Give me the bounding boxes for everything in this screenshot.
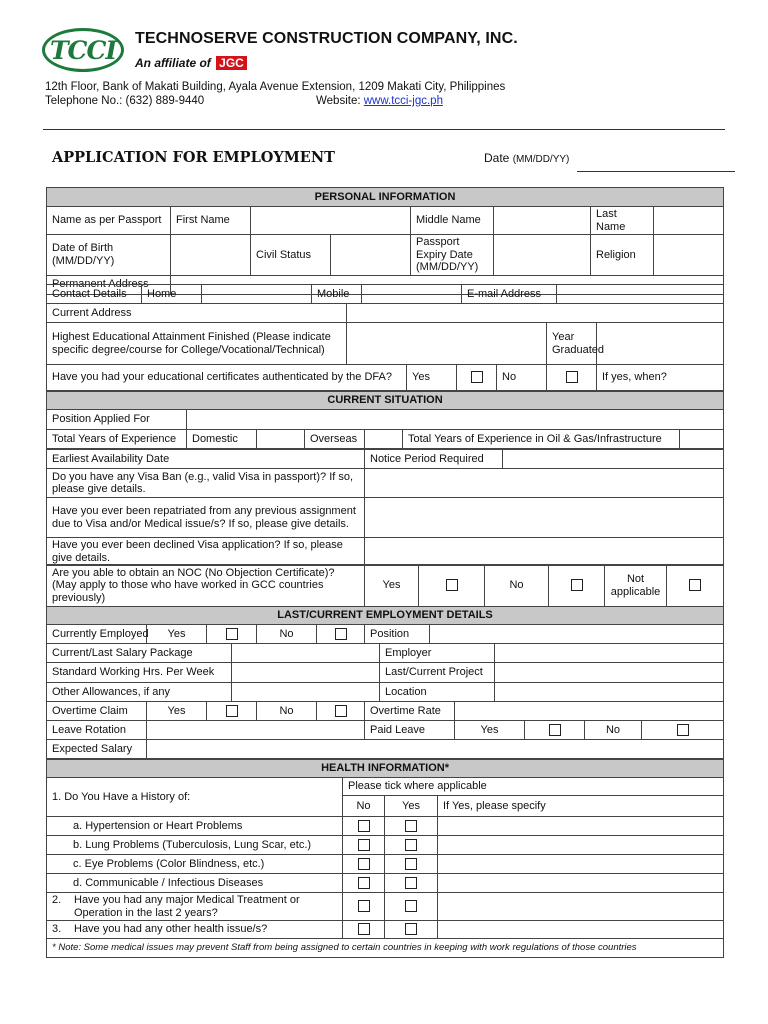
dfa-question: Have you had your educational certificates authenticated by the DFA? — [47, 365, 407, 391]
paid-leave-yes-label: Yes — [455, 721, 525, 740]
position-applied-label: Position Applied For — [47, 410, 187, 430]
other-health-no-checkbox[interactable] — [343, 921, 385, 939]
noc-question: Are you able to obtain an NOC (No Objection Certificate)? (May apply to those who have worked in GCC countries previously) — [47, 565, 365, 607]
notice-period-field[interactable] — [503, 450, 724, 469]
health-item: c. Eye Problems (Color Blindness, etc.) — [47, 855, 343, 874]
overtime-table — [46, 701, 724, 759]
website-link[interactable]: www.tcci-jgc.ph — [363, 95, 443, 107]
earliest-availability-label: Earliest Availability Date — [47, 450, 365, 469]
employer-field[interactable] — [495, 644, 724, 663]
location-label: Location — [380, 683, 495, 702]
position-field[interactable] — [430, 625, 724, 644]
contact-table — [46, 284, 724, 304]
section-header-health: HEALTH INFORMATION* — [47, 760, 724, 778]
location-field[interactable] — [495, 683, 724, 702]
overtime-yes-label: Yes — [147, 702, 207, 721]
mobile-field[interactable] — [362, 285, 462, 304]
health-no-header: No — [343, 796, 385, 817]
last-project-field[interactable] — [495, 663, 724, 683]
paid-leave-no-label: No — [585, 721, 642, 740]
allowances-label: Other Allowances, if any — [47, 683, 232, 702]
communicable-no-checkbox[interactable] — [343, 874, 385, 893]
total-exp-oil-label: Total Years of Experience in Oil & Gas/Infrastructure — [403, 430, 680, 449]
overtime-no-label: No — [257, 702, 317, 721]
treatment-no-checkbox[interactable] — [343, 893, 385, 921]
section-header-employment: LAST/CURRENT EMPLOYMENT DETAILS — [47, 607, 724, 625]
last-project-label: Last/Current Project — [380, 663, 495, 683]
expected-salary-field[interactable] — [147, 740, 724, 759]
dfa-yes-checkbox[interactable] — [457, 365, 497, 391]
noc-no-checkbox[interactable] — [549, 565, 605, 607]
form-title: APPLICATION FOR EMPLOYMENT — [52, 149, 335, 166]
repatriated-question: Have you ever been repatriated from any previous assignment due to Visa and/or Medical issue/s? If so, please give details. — [47, 498, 365, 538]
working-hrs-field[interactable] — [232, 663, 380, 683]
noc-na-checkbox[interactable] — [667, 565, 724, 607]
visa-declined-question: Have you ever been declined Visa application? If so, please give details. — [47, 538, 365, 566]
email-field[interactable] — [557, 285, 724, 304]
eye-specify-field[interactable] — [438, 855, 724, 874]
health-specify-header: If Yes, please specify — [438, 796, 724, 817]
dob-label: Date of Birth (MM/DD/YY) — [47, 235, 171, 276]
noc-yes-label: Yes — [365, 565, 419, 607]
other-health-question: 3. Have you had any other health issue/s? — [47, 921, 343, 939]
visa-declined-field[interactable] — [365, 538, 724, 566]
notice-period-label: Notice Period Required — [365, 450, 503, 469]
home-phone-field[interactable] — [202, 285, 312, 304]
hypertension-specify-field[interactable] — [438, 817, 724, 836]
hypertension-yes-checkbox[interactable] — [385, 817, 438, 836]
leave-rotation-field[interactable] — [147, 721, 365, 740]
dfa-no-checkbox[interactable] — [547, 365, 597, 391]
noc-yes-checkbox[interactable] — [419, 565, 485, 607]
address-education-table — [46, 303, 724, 391]
lung-specify-field[interactable] — [438, 836, 724, 855]
affiliate-line: An affiliate of JGC — [135, 56, 247, 70]
middle-name-field[interactable] — [494, 207, 591, 235]
visa-ban-question: Do you have any Visa Ban (e.g., valid Visa in passport)? If so, please give details. — [47, 469, 365, 498]
company-telephone: Telephone No.: (632) 889-9440 — [45, 95, 205, 107]
name-passport-label: Name as per Passport — [47, 207, 171, 235]
last-name-label: Last Name — [591, 207, 654, 235]
eye-no-checkbox[interactable] — [343, 855, 385, 874]
eye-yes-checkbox[interactable] — [385, 855, 438, 874]
religion-label: Religion — [591, 235, 654, 276]
header-divider — [43, 129, 725, 130]
employed-yes-label: Yes — [147, 625, 207, 644]
visa-ban-field[interactable] — [365, 469, 724, 498]
noc-no-label: No — [485, 565, 549, 607]
medical-treatment-question: 2. Have you had any major Medical Treatment or Operation in the last 2 years? — [47, 893, 343, 921]
domestic-label: Domestic — [187, 430, 257, 449]
total-exp-label: Total Years of Experience — [47, 430, 187, 449]
expected-salary-label: Expected Salary — [47, 740, 147, 759]
civil-status-label: Civil Status — [251, 235, 331, 276]
noc-na-label: Not applicable — [605, 565, 667, 607]
hypertension-no-checkbox[interactable] — [343, 817, 385, 836]
noc-table — [46, 564, 724, 607]
permanent-address-label: Permanent Address — [47, 275, 171, 294]
total-exp-oil-field[interactable] — [680, 430, 724, 449]
lung-no-checkbox[interactable] — [343, 836, 385, 855]
paid-leave-no-checkbox[interactable] — [642, 721, 724, 740]
visa-table — [46, 468, 724, 566]
availability-table — [46, 449, 724, 469]
company-logo: TCCI — [42, 28, 124, 72]
overseas-field[interactable] — [365, 430, 403, 449]
personal-info-table — [46, 187, 724, 295]
dob-field[interactable] — [171, 235, 251, 276]
passport-expiry-label: Passport Expiry Date (MM/DD/YY) — [411, 235, 494, 276]
currently-employed-label: Currently Employed — [47, 625, 147, 644]
employed-no-label: No — [257, 625, 317, 644]
salary-label: Current/Last Salary Package — [47, 644, 232, 663]
civil-status-field[interactable] — [331, 235, 411, 276]
year-graduated-field[interactable] — [597, 323, 724, 365]
section-header-personal: PERSONAL INFORMATION — [47, 188, 724, 207]
current-address-field[interactable] — [347, 304, 724, 323]
salary-field[interactable] — [232, 644, 380, 663]
health-history-question: 1. Do You Have a History of: — [47, 778, 343, 817]
date-label: Date (MM/DD/YY) — [484, 151, 570, 165]
date-field[interactable] — [577, 171, 735, 172]
company-name: TECHNOSERVE CONSTRUCTION COMPANY, INC. — [135, 30, 518, 47]
tick-instruction: Please tick where applicable — [343, 778, 724, 796]
dfa-no-label: No — [497, 365, 547, 391]
paid-leave-label: Paid Leave — [365, 721, 455, 740]
first-name-label: First Name — [171, 207, 251, 235]
employer-label: Employer — [380, 644, 495, 663]
home-label: Home — [142, 285, 202, 304]
communicable-yes-checkbox[interactable] — [385, 874, 438, 893]
paid-leave-yes-checkbox[interactable] — [525, 721, 585, 740]
education-field[interactable] — [347, 323, 547, 365]
email-label: E-mail Address — [462, 285, 557, 304]
jgc-logo: JGC — [216, 56, 247, 70]
dfa-when-field[interactable]: If yes, when? — [597, 365, 724, 391]
employment-table — [46, 606, 724, 644]
current-situation-table — [46, 391, 724, 449]
contact-details-label: Contact Details — [47, 285, 142, 304]
passport-expiry-field[interactable] — [494, 235, 591, 276]
religion-field[interactable] — [654, 235, 724, 276]
last-name-field[interactable] — [654, 207, 724, 235]
overtime-no-checkbox[interactable] — [317, 702, 365, 721]
health-item: a. Hypertension or Heart Problems — [47, 817, 343, 836]
company-address: 12th Floor, Bank of Makati Building, Ayala Avenue Extension, 1209 Makati City, Philippines — [45, 81, 506, 93]
overtime-yes-checkbox[interactable] — [207, 702, 257, 721]
domestic-field[interactable] — [257, 430, 305, 449]
other-health-specify-field[interactable] — [438, 921, 724, 939]
working-hrs-label: Standard Working Hrs. Per Week — [47, 663, 232, 683]
mobile-label: Mobile — [312, 285, 362, 304]
overseas-label: Overseas — [305, 430, 365, 449]
other-health-yes-checkbox[interactable] — [385, 921, 438, 939]
health-table — [46, 759, 724, 958]
first-name-field[interactable] — [251, 207, 411, 235]
treatment-yes-checkbox[interactable] — [385, 893, 438, 921]
position-applied-field[interactable] — [187, 410, 724, 430]
overtime-claim-label: Overtime Claim — [47, 702, 147, 721]
health-item: b. Lung Problems (Tuberculosis, Lung Scar, etc.) — [47, 836, 343, 855]
company-website: Website: www.tcci-jgc.ph — [316, 95, 443, 107]
education-label: Highest Educational Attainment Finished (Please indicate specific degree/course for College/Vocational/Technical) — [47, 323, 347, 365]
overtime-rate-field[interactable] — [455, 702, 724, 721]
employed-no-checkbox[interactable] — [317, 625, 365, 644]
allowances-field[interactable] — [232, 683, 380, 702]
leave-rotation-label: Leave Rotation — [47, 721, 147, 740]
section-header-current: CURRENT SITUATION — [47, 392, 724, 410]
repatriated-field[interactable] — [365, 498, 724, 538]
position-label: Position — [365, 625, 430, 644]
dfa-yes-label: Yes — [407, 365, 457, 391]
employment-details-table — [46, 643, 724, 702]
lung-yes-checkbox[interactable] — [385, 836, 438, 855]
current-address-label: Current Address — [47, 304, 347, 323]
year-graduated-label: Year Graduated — [547, 323, 597, 365]
overtime-rate-label: Overtime Rate — [365, 702, 455, 721]
treatment-specify-field[interactable] — [438, 893, 724, 921]
communicable-specify-field[interactable] — [438, 874, 724, 893]
health-item: d. Communicable / Infectious Diseases — [47, 874, 343, 893]
health-note: * Note: Some medical issues may prevent Staff from being assigned to certain countries in keeping with work regulations of those countries — [47, 939, 724, 958]
employed-yes-checkbox[interactable] — [207, 625, 257, 644]
middle-name-label: Middle Name — [411, 207, 494, 235]
health-yes-header: Yes — [385, 796, 438, 817]
